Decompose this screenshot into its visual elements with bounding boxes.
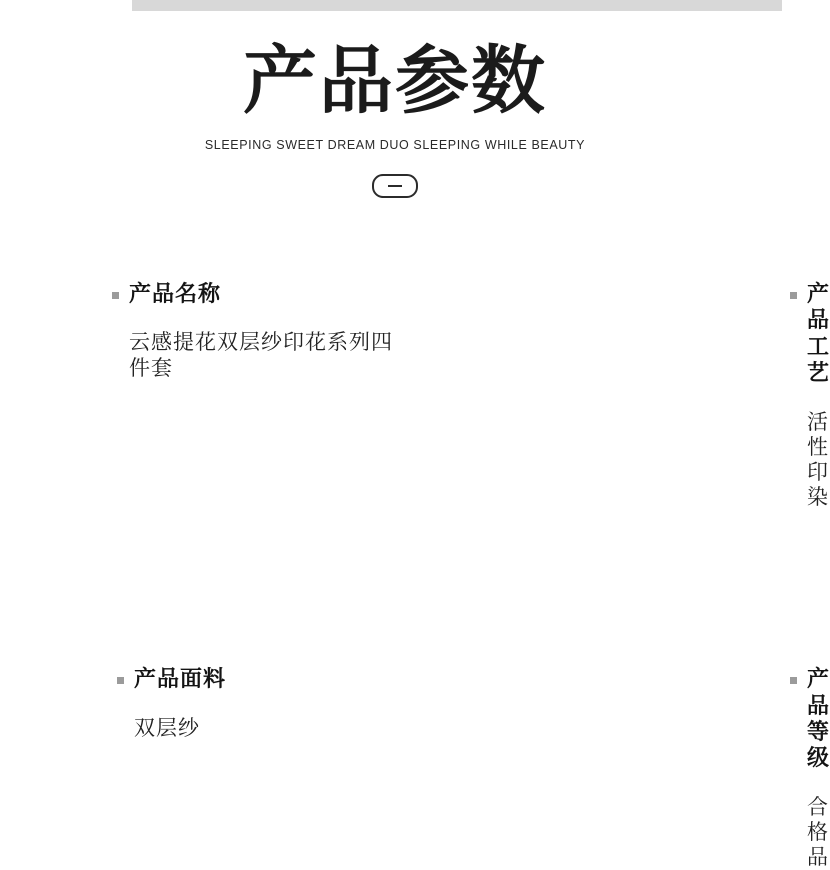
page-subtitle: SLEEPING SWEET DREAM DUO SLEEPING WHILE BEAUTY [204,138,586,152]
spec-label-text: 产品面料 [134,667,227,693]
spec-row [0,282,830,510]
spec-list [0,282,830,870]
page-title: 产品参数 [243,38,547,124]
spec-item-product-fabric [0,667,400,870]
spec-item-product-grade [400,667,830,870]
page-header [0,0,790,203]
pill-dash-icon [372,174,418,198]
spec-label [112,282,405,308]
square-bullet-icon [112,292,119,299]
spec-item-product-process [405,282,830,510]
spec-value-text: 合格品 [807,794,829,870]
spec-row [0,667,830,870]
spec-value-text: 云感提花双层纱印花系列四件套 [129,330,393,380]
spec-value-text: 活性印染 [807,409,829,510]
spec-label-text: 产品工艺 [807,282,830,387]
spec-item-product-name [0,282,405,510]
spec-label-text: 产品等级 [807,667,830,772]
square-bullet-icon [790,292,797,299]
spec-value-text: 双层纱 [134,715,200,740]
square-bullet-icon [117,677,124,684]
spec-label-text: 产品名称 [129,282,222,307]
spec-label [117,667,400,693]
square-bullet-icon [790,677,797,684]
